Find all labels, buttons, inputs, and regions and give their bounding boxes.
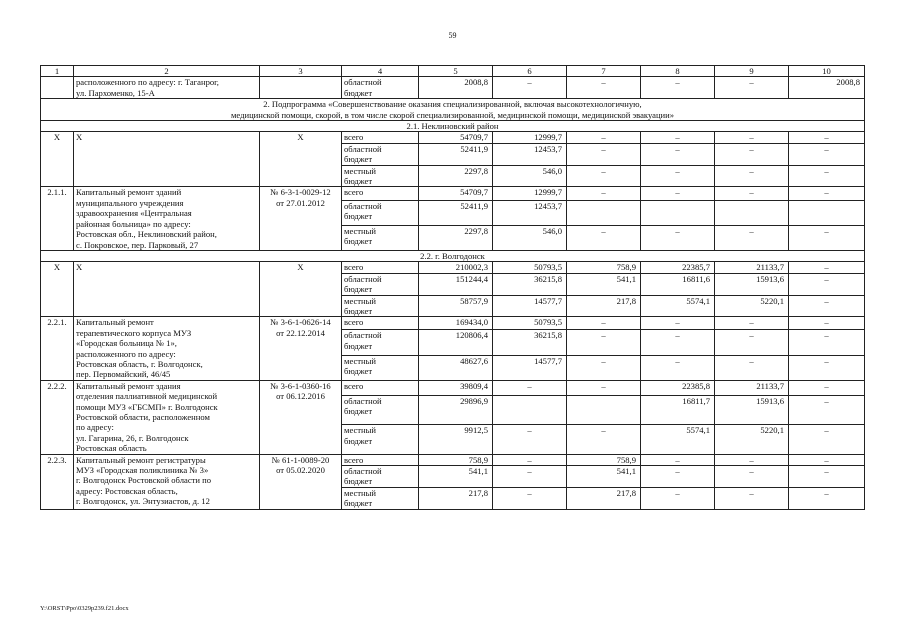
- amount-cell: [715, 200, 789, 225]
- amount-cell: 5220,1: [715, 425, 789, 454]
- funding-source: областной бюджет: [342, 396, 419, 425]
- funding-source: всего: [342, 454, 419, 465]
- amount-cell: –: [789, 165, 865, 187]
- funding-source: всего: [342, 317, 419, 330]
- amount-cell: 12453,7: [493, 200, 567, 225]
- amount-cell: –: [789, 132, 865, 143]
- funding-source: местный бюджет: [342, 225, 419, 250]
- amount-cell: –: [641, 487, 715, 509]
- amount-cell: –: [715, 454, 789, 465]
- section-title: 2.1. Неклиновский район: [41, 121, 865, 132]
- section-title: 2. Подпрограмма «Совершенствование оказания специализированной, включая высокотехнологичную, медицинской помощи, скорой, в том числе скорой специализированной, медицинской помощи, медицинской эвакуации»: [41, 99, 865, 121]
- amount-cell: –: [789, 466, 865, 488]
- item-name: Х: [74, 262, 260, 317]
- section-row: [41, 121, 865, 132]
- amount-cell: 12999,7: [493, 187, 567, 200]
- amount-cell: 15913,6: [715, 396, 789, 425]
- amount-cell: –: [715, 187, 789, 200]
- item-name: Капитальный ремонт здания отделения паллиативной медицинской помощи МУЗ «ГБСМП» г. Волгодонск Ростовской области, расположенном по адресу: ул. Гагарина, 26, г. Волгодонск Ростовская область: [74, 380, 260, 454]
- funding-source: областной бюджет: [342, 330, 419, 355]
- amount-cell: –: [789, 330, 865, 355]
- amount-cell: –: [789, 380, 865, 395]
- amount-cell: 2297,8: [419, 165, 493, 187]
- amount-cell: 541,1: [567, 466, 641, 488]
- amount-cell: –: [493, 487, 567, 509]
- amount-cell: –: [789, 317, 865, 330]
- amount-cell: –: [789, 262, 865, 273]
- amount-cell: 22385,8: [641, 380, 715, 395]
- item-name: расположенного по адресу: г. Таганрог, ул. Пархоменко, 15-А: [74, 77, 260, 99]
- amount-cell: 758,9: [567, 454, 641, 465]
- amount-cell: –: [641, 355, 715, 380]
- table-row: [41, 454, 865, 465]
- amount-cell: 52411,9: [419, 143, 493, 165]
- file-path-footer: Y:\ORST\Ppo\0329p239.f21.docx: [40, 605, 129, 612]
- amount-cell: 217,8: [567, 295, 641, 317]
- amount-cell: –: [641, 225, 715, 250]
- item-name: Капитальный ремонт терапевтического корпуса МУЗ «Городская больница № 1», расположенного по адресу: Ростовская область, г. Волгодонск, пер. Первомайский, 46/45: [74, 317, 260, 380]
- amount-cell: 169434,0: [419, 317, 493, 330]
- amount-cell: –: [641, 143, 715, 165]
- amount-cell: 2008,8: [419, 77, 493, 99]
- amount-cell: –: [567, 187, 641, 200]
- amount-cell: –: [715, 355, 789, 380]
- amount-cell: –: [567, 77, 641, 99]
- amount-cell: 758,9: [567, 262, 641, 273]
- amount-cell: 541,1: [567, 273, 641, 295]
- amount-cell: –: [715, 225, 789, 250]
- amount-cell: 14577,7: [493, 355, 567, 380]
- amount-cell: –: [789, 187, 865, 200]
- document-reference: Х: [260, 262, 342, 317]
- amount-cell: [567, 396, 641, 425]
- amount-cell: 120806,4: [419, 330, 493, 355]
- amount-cell: 9912,5: [419, 425, 493, 454]
- amount-cell: 546,0: [493, 225, 567, 250]
- amount-cell: –: [789, 225, 865, 250]
- amount-cell: 36215,8: [493, 330, 567, 355]
- funding-source: местный бюджет: [342, 425, 419, 454]
- amount-cell: 5574,1: [641, 295, 715, 317]
- amount-cell: –: [789, 295, 865, 317]
- amount-cell: –: [715, 132, 789, 143]
- item-name: Капитальный ремонт зданий муниципального учреждения здравоохранения «Центральная районная больница» по адресу: Ростовская обл., Неклиновский район, с. Покровское, пер. Парковый, 27: [74, 187, 260, 250]
- table-row: [41, 187, 865, 200]
- amount-cell: –: [567, 317, 641, 330]
- amount-cell: –: [789, 355, 865, 380]
- amount-cell: [493, 396, 567, 425]
- header-cell: 9: [715, 66, 789, 77]
- funding-source: местный бюджет: [342, 165, 419, 187]
- amount-cell: 758,9: [419, 454, 493, 465]
- item-number: 2.1.1.: [41, 187, 74, 250]
- amount-cell: –: [641, 187, 715, 200]
- amount-cell: [789, 200, 865, 225]
- amount-cell: –: [567, 132, 641, 143]
- amount-cell: –: [493, 466, 567, 488]
- amount-cell: –: [789, 396, 865, 425]
- amount-cell: 15913,6: [715, 273, 789, 295]
- amount-cell: –: [567, 380, 641, 395]
- amount-cell: 217,8: [567, 487, 641, 509]
- header-cell: 2: [74, 66, 260, 77]
- amount-cell: 21133,7: [715, 262, 789, 273]
- header-cell: 10: [789, 66, 865, 77]
- document-reference: Х: [260, 132, 342, 187]
- funding-source: областной бюджет: [342, 77, 419, 99]
- amount-cell: 52411,9: [419, 200, 493, 225]
- funding-source: всего: [342, 380, 419, 395]
- amount-cell: 16811,7: [641, 396, 715, 425]
- amount-cell: –: [567, 165, 641, 187]
- amount-cell: 5220,1: [715, 295, 789, 317]
- amount-cell: 12999,7: [493, 132, 567, 143]
- amount-cell: –: [493, 77, 567, 99]
- amount-cell: –: [789, 425, 865, 454]
- header-cell: 5: [419, 66, 493, 77]
- amount-cell: 2297,8: [419, 225, 493, 250]
- amount-cell: –: [789, 454, 865, 465]
- amount-cell: –: [493, 380, 567, 395]
- funding-source: областной бюджет: [342, 143, 419, 165]
- amount-cell: –: [641, 454, 715, 465]
- funding-source: местный бюджет: [342, 355, 419, 380]
- amount-cell: –: [715, 317, 789, 330]
- amount-cell: –: [789, 273, 865, 295]
- funding-source: местный бюджет: [342, 487, 419, 509]
- header-cell: 7: [567, 66, 641, 77]
- amount-cell: –: [641, 132, 715, 143]
- section-row: [41, 250, 865, 261]
- amount-cell: 48627,6: [419, 355, 493, 380]
- amount-cell: 151244,4: [419, 273, 493, 295]
- amount-cell: –: [789, 487, 865, 509]
- amount-cell: –: [641, 466, 715, 488]
- amount-cell: 16811,6: [641, 273, 715, 295]
- amount-cell: –: [641, 330, 715, 355]
- item-name: Капитальный ремонт регистратуры МУЗ «Городская поликлиника № 3» г. Волгодонск Ростовской области по адресу: Ростовская область, г. Волгодонск, ул. Энтузиастов, д. 12: [74, 454, 260, 509]
- amount-cell: 546,0: [493, 165, 567, 187]
- amount-cell: –: [567, 225, 641, 250]
- item-number: 2.2.1.: [41, 317, 74, 380]
- document-reference: № 3-6-1-0360-16 от 06.12.2016: [260, 380, 342, 454]
- section-title: 2.2. г. Волгодонск: [41, 250, 865, 261]
- amount-cell: 29896,9: [419, 396, 493, 425]
- item-number: Х: [41, 262, 74, 317]
- amount-cell: 2008,8: [789, 77, 865, 99]
- document-reference: № 6-3-1-0029-12 от 27.01.2012: [260, 187, 342, 250]
- amount-cell: –: [641, 165, 715, 187]
- amount-cell: –: [567, 355, 641, 380]
- item-number: 2.2.2.: [41, 380, 74, 454]
- table-row: [41, 317, 865, 330]
- budget-table: [40, 65, 865, 510]
- table-row: [41, 77, 865, 99]
- funding-source: всего: [342, 187, 419, 200]
- header-cell: 3: [260, 66, 342, 77]
- item-number: Х: [41, 132, 74, 187]
- item-number: 2.2.3.: [41, 454, 74, 509]
- amount-cell: 50793,5: [493, 317, 567, 330]
- amount-cell: 50793,5: [493, 262, 567, 273]
- table-row: [41, 380, 865, 395]
- amount-cell: –: [567, 425, 641, 454]
- funding-source: областной бюджет: [342, 273, 419, 295]
- funding-source: областной бюджет: [342, 466, 419, 488]
- table-row: [41, 262, 865, 273]
- item-number: [41, 77, 74, 99]
- funding-source: всего: [342, 132, 419, 143]
- header-cell: 6: [493, 66, 567, 77]
- amount-cell: 36215,8: [493, 273, 567, 295]
- document-reference: № 61-1-0089-20 от 05.02.2020: [260, 454, 342, 509]
- document-reference: № 3-6-1-0626-14 от 22.12.2014: [260, 317, 342, 380]
- amount-cell: –: [715, 487, 789, 509]
- amount-cell: –: [715, 77, 789, 99]
- amount-cell: [567, 200, 641, 225]
- amount-cell: 14577,7: [493, 295, 567, 317]
- amount-cell: 210002,3: [419, 262, 493, 273]
- amount-cell: –: [715, 330, 789, 355]
- amount-cell: [641, 200, 715, 225]
- amount-cell: 12453,7: [493, 143, 567, 165]
- column-number-header: [41, 66, 865, 77]
- funding-source: областной бюджет: [342, 200, 419, 225]
- amount-cell: –: [493, 454, 567, 465]
- amount-cell: 21133,7: [715, 380, 789, 395]
- amount-cell: –: [641, 77, 715, 99]
- amount-cell: –: [789, 143, 865, 165]
- amount-cell: 54709,7: [419, 132, 493, 143]
- page-number: 59: [448, 31, 457, 40]
- amount-cell: 22385,7: [641, 262, 715, 273]
- table-row: [41, 132, 865, 143]
- amount-cell: 54709,7: [419, 187, 493, 200]
- funding-source: местный бюджет: [342, 295, 419, 317]
- amount-cell: 58757,9: [419, 295, 493, 317]
- document-reference: [260, 77, 342, 99]
- amount-cell: –: [715, 143, 789, 165]
- header-cell: 1: [41, 66, 74, 77]
- header-cell: 4: [342, 66, 419, 77]
- funding-source: всего: [342, 262, 419, 273]
- amount-cell: –: [493, 425, 567, 454]
- amount-cell: 5574,1: [641, 425, 715, 454]
- item-name: Х: [74, 132, 260, 187]
- amount-cell: –: [567, 330, 641, 355]
- amount-cell: –: [715, 466, 789, 488]
- amount-cell: 39809,4: [419, 380, 493, 395]
- section-row: [41, 99, 865, 121]
- header-cell: 8: [641, 66, 715, 77]
- amount-cell: –: [567, 143, 641, 165]
- amount-cell: –: [715, 165, 789, 187]
- amount-cell: –: [641, 317, 715, 330]
- amount-cell: 217,8: [419, 487, 493, 509]
- amount-cell: 541,1: [419, 466, 493, 488]
